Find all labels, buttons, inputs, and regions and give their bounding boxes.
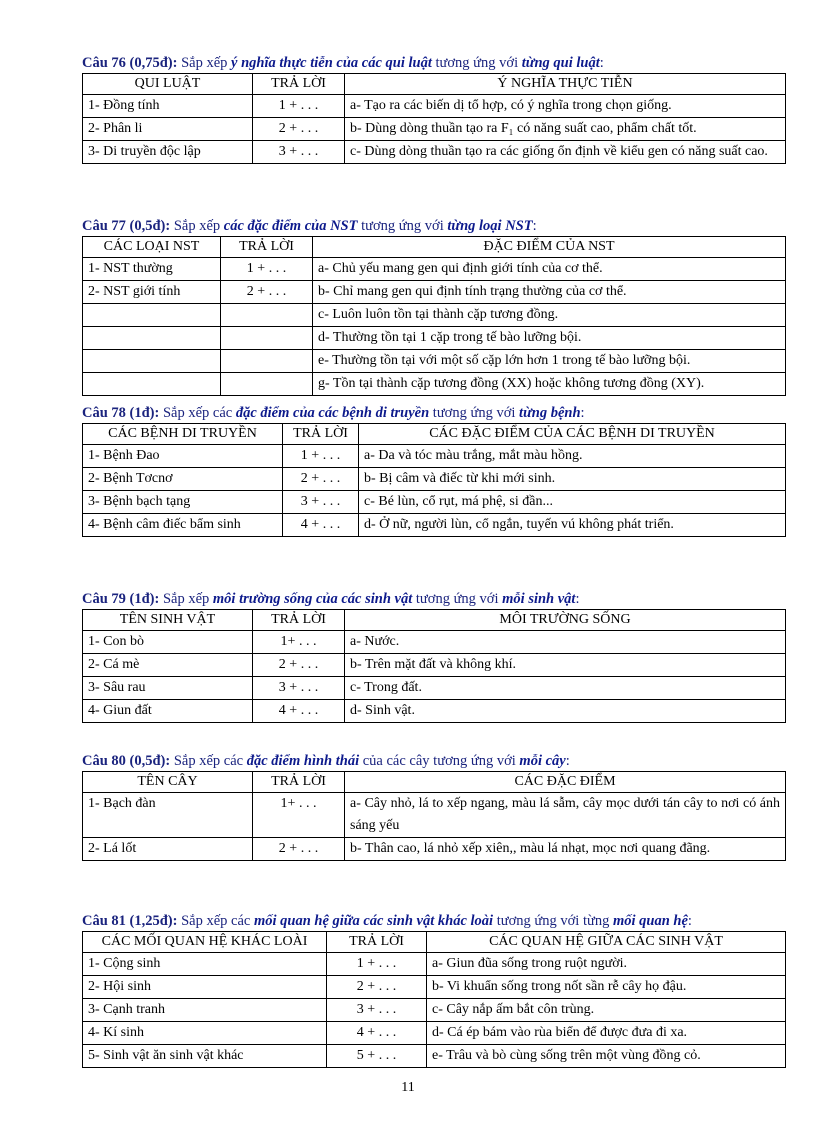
table-row [83, 118, 786, 141]
title-emphasis: mỗi cây [519, 753, 566, 769]
option-cell: b- Chỉ mang gen qui định tính trạng thường của cơ thể. [313, 281, 786, 304]
table-row [83, 631, 786, 654]
question-title [82, 589, 785, 609]
title-text: tương ứng với từng [493, 913, 613, 929]
title-emphasis: môi trường sống của các sinh vật [212, 591, 413, 607]
title-emphasis: từng loại NST [447, 218, 533, 234]
answer-cell[interactable]: 2 + . . . [327, 976, 427, 999]
option-cell: c- Trong đất. [345, 677, 786, 700]
item-cell: 3- Sâu rau [83, 677, 253, 700]
question-title [82, 53, 785, 73]
item-cell: 2- Bệnh Tơcnơ [83, 468, 283, 491]
title-text: Sắp xếp [173, 218, 224, 234]
table-row [83, 1045, 786, 1068]
column-header: TÊN SINH VẬT [83, 610, 253, 631]
item-cell: 3- Bệnh bạch tạng [83, 491, 283, 514]
table-row [83, 700, 786, 723]
question-number: Câu 76 (0,75đ): [82, 55, 178, 71]
item-cell: 3- Cạnh tranh [83, 999, 327, 1022]
title-text: : [575, 591, 580, 607]
answer-cell[interactable]: 1 + . . . [221, 258, 313, 281]
answer-cell[interactable] [221, 304, 313, 327]
title-text: của các cây tương ứng với [359, 753, 520, 769]
table-row [83, 793, 786, 838]
question-number: Câu 79 (1đ): [82, 591, 160, 607]
question-81 [82, 911, 785, 1068]
matching-table [82, 423, 786, 537]
table-row [83, 654, 786, 677]
table-row [83, 327, 786, 350]
option-cell: a- Da và tóc màu trắng, mắt màu hồng. [359, 445, 786, 468]
table-row [83, 1022, 786, 1045]
column-header: TRẢ LỜI [253, 74, 345, 95]
title-emphasis: mỗi sinh vật [502, 591, 576, 607]
table-row [83, 95, 786, 118]
item-cell: 1- Đồng tính [83, 95, 253, 118]
question-title [82, 403, 785, 423]
title-text: tương ứng với [412, 591, 503, 607]
matching-table [82, 609, 786, 723]
column-header: TRẢ LỜI [253, 610, 345, 631]
answer-cell[interactable]: 4 + . . . [253, 700, 345, 723]
column-header: CÁC ĐẶC ĐIỂM CỦA CÁC BỆNH DI TRUYỀN [359, 424, 786, 445]
option-cell: c- Bé lùn, cổ rụt, má phệ, si đần... [359, 491, 786, 514]
column-header: TRẢ LỜI [283, 424, 359, 445]
question-title [82, 911, 785, 931]
column-header: CÁC ĐẶC ĐIỂM [345, 772, 786, 793]
question-number: Câu 77 (0,5đ): [82, 218, 171, 234]
table-row [83, 514, 786, 537]
question-title [82, 216, 785, 236]
column-header: CÁC LOẠI NST [83, 237, 221, 258]
question-number: Câu 81 (1,25đ): [82, 913, 178, 929]
item-cell: 5- Sinh vật ăn sinh vật khác [83, 1045, 327, 1068]
item-cell: 3- Di truyền độc lập [83, 141, 253, 164]
option-cell: c- Cây nắp ấm bắt côn trùng. [427, 999, 786, 1022]
column-header: TRẢ LỜI [253, 772, 345, 793]
column-header: QUI LUẬT [83, 74, 253, 95]
option-cell: b- Vi khuẩn sống trong nốt sần rễ cây họ đậu. [427, 976, 786, 999]
title-emphasis: từng qui luật [521, 55, 600, 71]
option-cell: c- Dùng dòng thuần tạo ra các giống ổn định về kiểu gen có năng suất cao. [345, 141, 786, 164]
title-text: : [532, 218, 537, 234]
item-cell: 4- Kí sinh [83, 1022, 327, 1045]
option-cell: b- Dùng dòng thuần tạo ra F₁ có năng suất cao, phẩm chất tốt. [345, 118, 786, 141]
answer-cell[interactable] [221, 327, 313, 350]
item-cell: 1- Bệnh Đao [83, 445, 283, 468]
title-text: Sắp xếp [162, 591, 213, 607]
item-cell [83, 304, 221, 327]
answer-cell[interactable] [221, 373, 313, 396]
item-cell: 1- Bạch đàn [83, 793, 253, 838]
answer-cell[interactable]: 1 + . . . [283, 445, 359, 468]
item-cell: 1- Cộng sinh [83, 953, 327, 976]
title-emphasis: từng bệnh [519, 405, 581, 421]
item-cell: 1- NST thường [83, 258, 221, 281]
matching-table [82, 73, 786, 164]
item-cell [83, 327, 221, 350]
option-cell: d- Thường tồn tại 1 cặp trong tế bào lưỡng bội. [313, 327, 786, 350]
item-cell: 2- Phân li [83, 118, 253, 141]
answer-cell[interactable]: 1+ . . . [253, 631, 345, 654]
option-cell: d- Cá ép bám vào rùa biển để được đưa đi xa. [427, 1022, 786, 1045]
option-cell: g- Tồn tại thành cặp tương đồng (XX) hoặc không tương đồng (XY). [313, 373, 786, 396]
table-row [83, 258, 786, 281]
column-header: TRẢ LỜI [327, 932, 427, 953]
column-header: MÔI TRƯỜNG SỐNG [345, 610, 786, 631]
item-cell: 2- Lá lốt [83, 838, 253, 861]
table-row [83, 976, 786, 999]
page-number: 11 [401, 1080, 415, 1095]
column-header: Ý NGHĨA THỰC TIỄN [345, 74, 786, 95]
answer-cell[interactable]: 2 + . . . [253, 118, 345, 141]
question-number: Câu 80 (0,5đ): [82, 753, 171, 769]
answer-cell[interactable]: 2 + . . . [221, 281, 313, 304]
column-header: CÁC BỆNH DI TRUYỀN [83, 424, 283, 445]
question-79 [82, 589, 785, 723]
answer-cell[interactable]: 2 + . . . [253, 654, 345, 677]
answer-cell[interactable]: 4 + . . . [283, 514, 359, 537]
answer-cell[interactable]: 1 + . . . [327, 953, 427, 976]
title-text: Sắp xếp các [173, 753, 247, 769]
item-cell [83, 350, 221, 373]
item-cell: 4- Bệnh câm điếc bẩm sinh [83, 514, 283, 537]
option-cell: a- Giun đũa sống trong ruột người. [427, 953, 786, 976]
option-cell: a- Cây nhỏ, lá to xếp ngang, màu lá sẫm, cây mọc dưới tán cây to nơi có ánh sáng yếu [345, 793, 786, 838]
option-cell: b- Thân cao, lá nhỏ xếp xiên,, màu lá nhạt, mọc nơi quang đãng. [345, 838, 786, 861]
question-80 [82, 751, 785, 861]
question-number: Câu 78 (1đ): [82, 405, 160, 421]
table-row [83, 281, 786, 304]
matching-table [82, 771, 786, 861]
table-row [83, 468, 786, 491]
title-emphasis: các đặc điểm của NST [223, 218, 358, 234]
answer-cell[interactable]: 5 + . . . [327, 1045, 427, 1068]
question-title [82, 751, 785, 771]
table-row [83, 350, 786, 373]
option-cell: e- Thường tồn tại với một số cặp lớn hơn 1 trong tế bào lưỡng bội. [313, 350, 786, 373]
table-row [83, 491, 786, 514]
title-emphasis: mối quan hệ giữa các sinh vật khác loài [253, 913, 494, 929]
answer-cell[interactable]: 3 + . . . [327, 999, 427, 1022]
table-row [83, 953, 786, 976]
question-78 [82, 403, 785, 537]
answer-cell[interactable]: 2 + . . . [253, 838, 345, 861]
answer-cell[interactable]: 2 + . . . [283, 468, 359, 491]
title-text: tương ứng với [429, 405, 520, 421]
option-cell: a- Tạo ra các biến dị tổ hợp, có ý nghĩa trong chọn giống. [345, 95, 786, 118]
option-cell: c- Luôn luôn tồn tại thành cặp tương đồng. [313, 304, 786, 327]
item-cell: 2- NST giới tính [83, 281, 221, 304]
table-row [83, 373, 786, 396]
title-emphasis: mối quan hệ [612, 913, 688, 929]
title-emphasis: đặc điểm hình thái [246, 753, 360, 769]
option-cell: a- Chủ yếu mang gen qui định giới tính của cơ thể. [313, 258, 786, 281]
title-text: Sắp xếp các [181, 913, 254, 929]
item-cell: 4- Giun đất [83, 700, 253, 723]
item-cell [83, 373, 221, 396]
title-text: Sắp xếp [181, 55, 232, 71]
answer-cell[interactable]: 4 + . . . [327, 1022, 427, 1045]
column-header: TÊN CÂY [83, 772, 253, 793]
matching-table [82, 236, 786, 396]
answer-cell[interactable]: 1 + . . . [253, 95, 345, 118]
option-cell: a- Nước. [345, 631, 786, 654]
title-text: : [580, 405, 585, 421]
column-header: TRẢ LỜI [221, 237, 313, 258]
title-text: tương ứng với [431, 55, 522, 71]
question-77 [82, 216, 785, 396]
option-cell: b- Bị câm và điếc từ khi mới sinh. [359, 468, 786, 491]
title-text: : [565, 753, 570, 769]
title-emphasis: ý nghĩa thực tiễn của các qui luật [231, 55, 432, 71]
title-text: : [687, 913, 692, 929]
question-76 [82, 53, 785, 164]
table-row [83, 999, 786, 1022]
answer-cell[interactable]: 3 + . . . [253, 141, 345, 164]
answer-cell[interactable]: 1+ . . . [253, 793, 345, 838]
answer-cell[interactable] [221, 350, 313, 373]
title-text: : [599, 55, 604, 71]
option-cell: e- Trâu và bò cùng sống trên một vùng đồng cỏ. [427, 1045, 786, 1068]
item-cell: 2- Cá mè [83, 654, 253, 677]
column-header: CÁC MỐI QUAN HỆ KHÁC LOÀI [83, 932, 327, 953]
table-row [83, 445, 786, 468]
item-cell: 1- Con bò [83, 631, 253, 654]
title-text: tương ứng với [357, 218, 448, 234]
table-row [83, 838, 786, 861]
table-row [83, 304, 786, 327]
table-row [83, 141, 786, 164]
title-emphasis: đặc điểm của các bệnh di truyền [235, 405, 430, 421]
item-cell: 2- Hội sinh [83, 976, 327, 999]
option-cell: d- Sinh vật. [345, 700, 786, 723]
answer-cell[interactable]: 3 + . . . [283, 491, 359, 514]
option-cell: d- Ở nữ, người lùn, cổ ngắn, tuyến vú không phát triển. [359, 514, 786, 537]
column-header: CÁC QUAN HỆ GIỮA CÁC SINH VẬT [427, 932, 786, 953]
column-header: ĐẶC ĐIỂM CỦA NST [313, 237, 786, 258]
title-text: Sắp xếp các [162, 405, 236, 421]
table-row [83, 677, 786, 700]
answer-cell[interactable]: 3 + . . . [253, 677, 345, 700]
option-cell: b- Trên mặt đất và không khí. [345, 654, 786, 677]
matching-table [82, 931, 786, 1068]
